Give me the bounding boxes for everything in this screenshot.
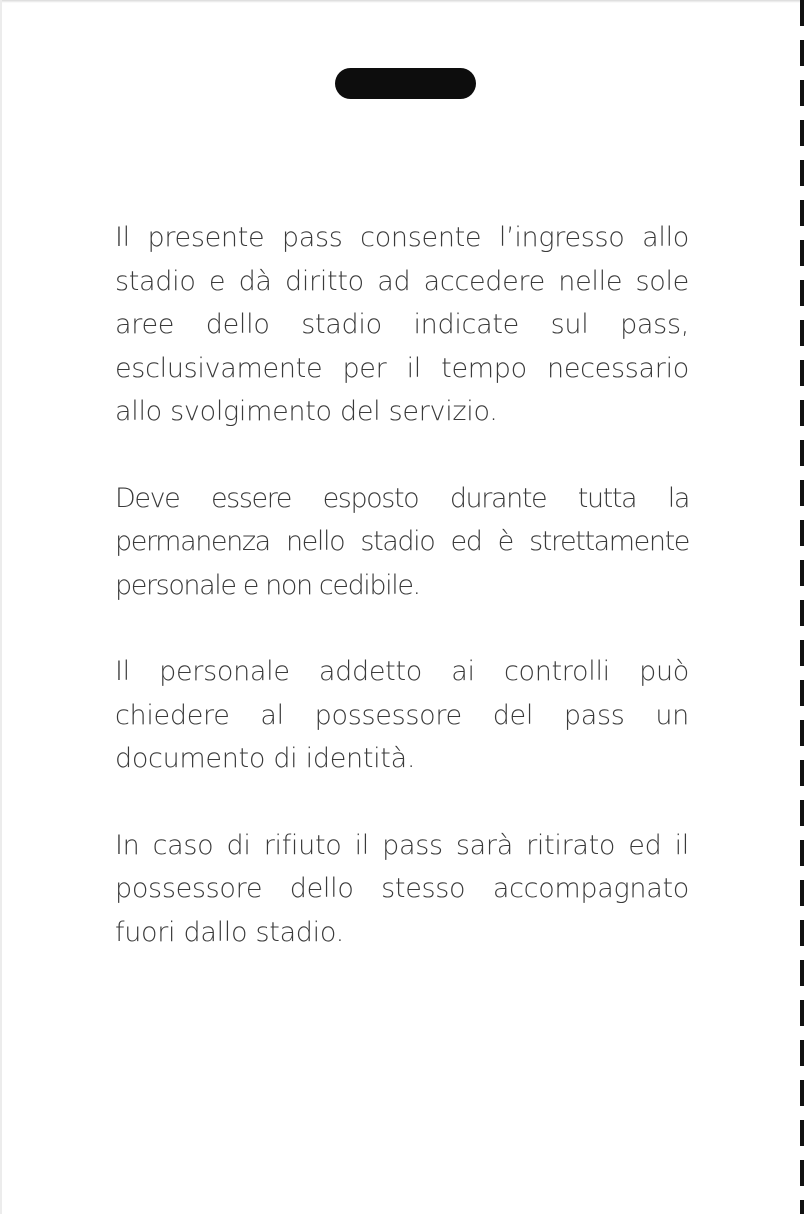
terms-paragraph-display: Deve essere esposto durante tutta la permanenza nello stadio ed è strettamente personale e non cedibile. <box>115 482 689 601</box>
lanyard-slot <box>335 68 476 99</box>
card-top-edge <box>0 0 804 3</box>
card-left-edge <box>0 0 2 1214</box>
pass-terms-text <box>115 216 689 997</box>
card-perforated-edge <box>800 0 804 1214</box>
terms-paragraph-access: Il presente pass consente l’ingresso allo stadio e dà diritto ad accedere nelle sole aree dello stadio indicate sul pass, esclusivamente per il tempo necessario allo svolgimento del servizio. <box>115 222 689 427</box>
terms-paragraph-refusal: In caso di rifiuto il pass sarà ritirato ed il possessore dello stesso accompagnato fuori dallo stadio. <box>115 829 689 948</box>
terms-paragraph-identity-check: Il personale addetto ai controlli può chiedere al possessore del pass un documento di identità. <box>115 656 689 774</box>
